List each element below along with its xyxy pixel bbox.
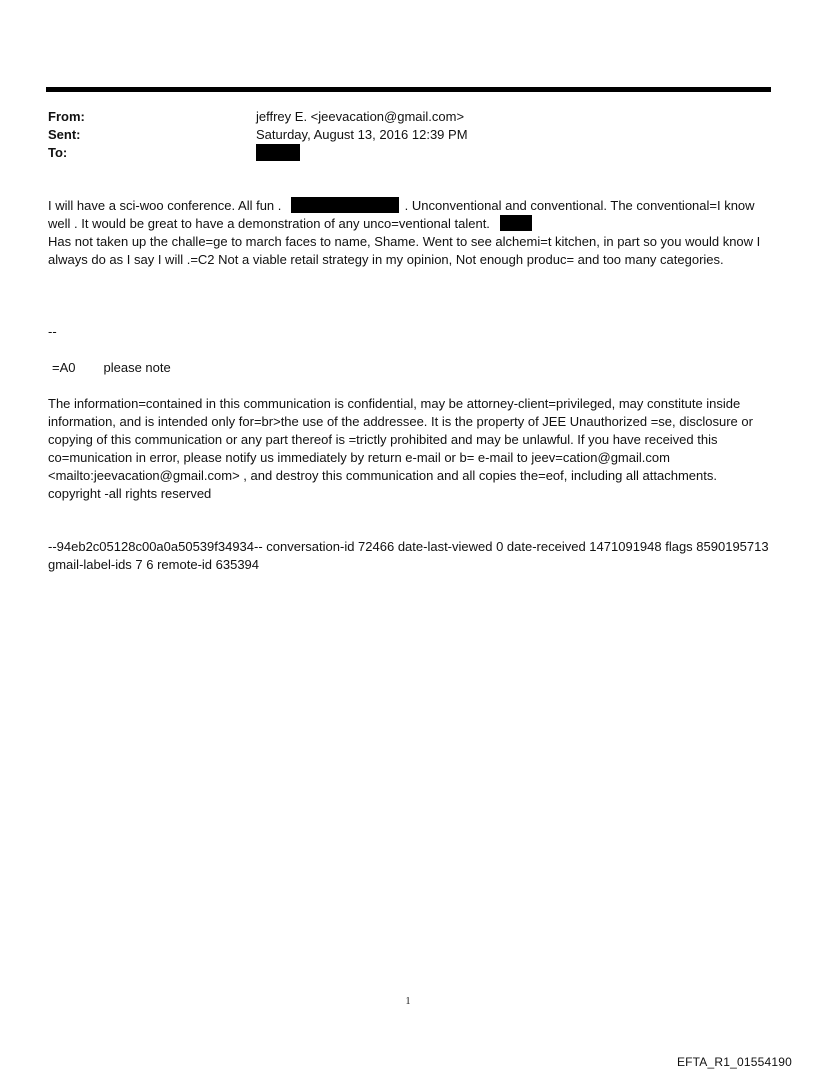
header-rule — [46, 87, 771, 92]
sent-label: Sent: — [48, 127, 81, 142]
from-label: From: — [48, 109, 85, 124]
message-paragraph-2: Has not taken up the challe=ge to march faces to name, Shame. Went to see alchemi=t kitchen, in part so you would know I always do as I say I will .=C2 Not a viable retail strategy in my opinion, Not enough produc= and too many categories. — [48, 234, 761, 267]
note-text: please note — [103, 360, 171, 375]
to-label: To: — [48, 145, 68, 160]
to-value-wrapper — [256, 144, 300, 163]
document-id: EFTA_R1_01554190 — [676, 1055, 792, 1069]
to-redaction — [256, 144, 300, 161]
signature-separator: -- — [48, 324, 57, 339]
message-redaction-2 — [500, 215, 532, 231]
metadata-line: --94eb2c05128c00a0a50539f34934-- conversation-id 72466 date-last-viewed 0 date-received 1471091948 flags 8590195713 gmail-label-ids 7 6 remote-id 635394 — [48, 539, 769, 572]
sent-value: Saturday, August 13, 2016 12:39 PM — [256, 127, 468, 142]
note-code: =A0 — [52, 360, 76, 375]
message-text-part-a: I will have a sci-woo conference. All fun . — [48, 198, 282, 213]
please-note-line — [52, 359, 776, 377]
message-redaction-1 — [291, 197, 399, 213]
confidentiality-disclaimer: The information=contained in this communication is confidential, may be attorney-client=privileged, may constitute inside information, and is intended only for=br>the use of the addressee. It is the property of JEE Unauthorized =se, disclosure or copying of this communication or any part thereof is =trictly prohibited and may be unlawful. If you have received this co=munication in error, please notify us immediately by return e-mail or b= e-mail to jeev=cation@gmail.com <mailto:jeevacation@gmail.com> , and destroy this communication and all copies the=eof, including all attachments. copyright -all rights reserved — [48, 396, 753, 501]
from-value: jeffrey E. <jeevacation@gmail.com> — [256, 109, 465, 124]
message-paragraph-1 — [48, 197, 772, 233]
page-number: 1 — [405, 996, 411, 1007]
message-text-part-b: . Unconventional and conventional. The conventional=I know well . It would be great to have a demonstration of any unco=ventional talent. — [48, 198, 755, 231]
